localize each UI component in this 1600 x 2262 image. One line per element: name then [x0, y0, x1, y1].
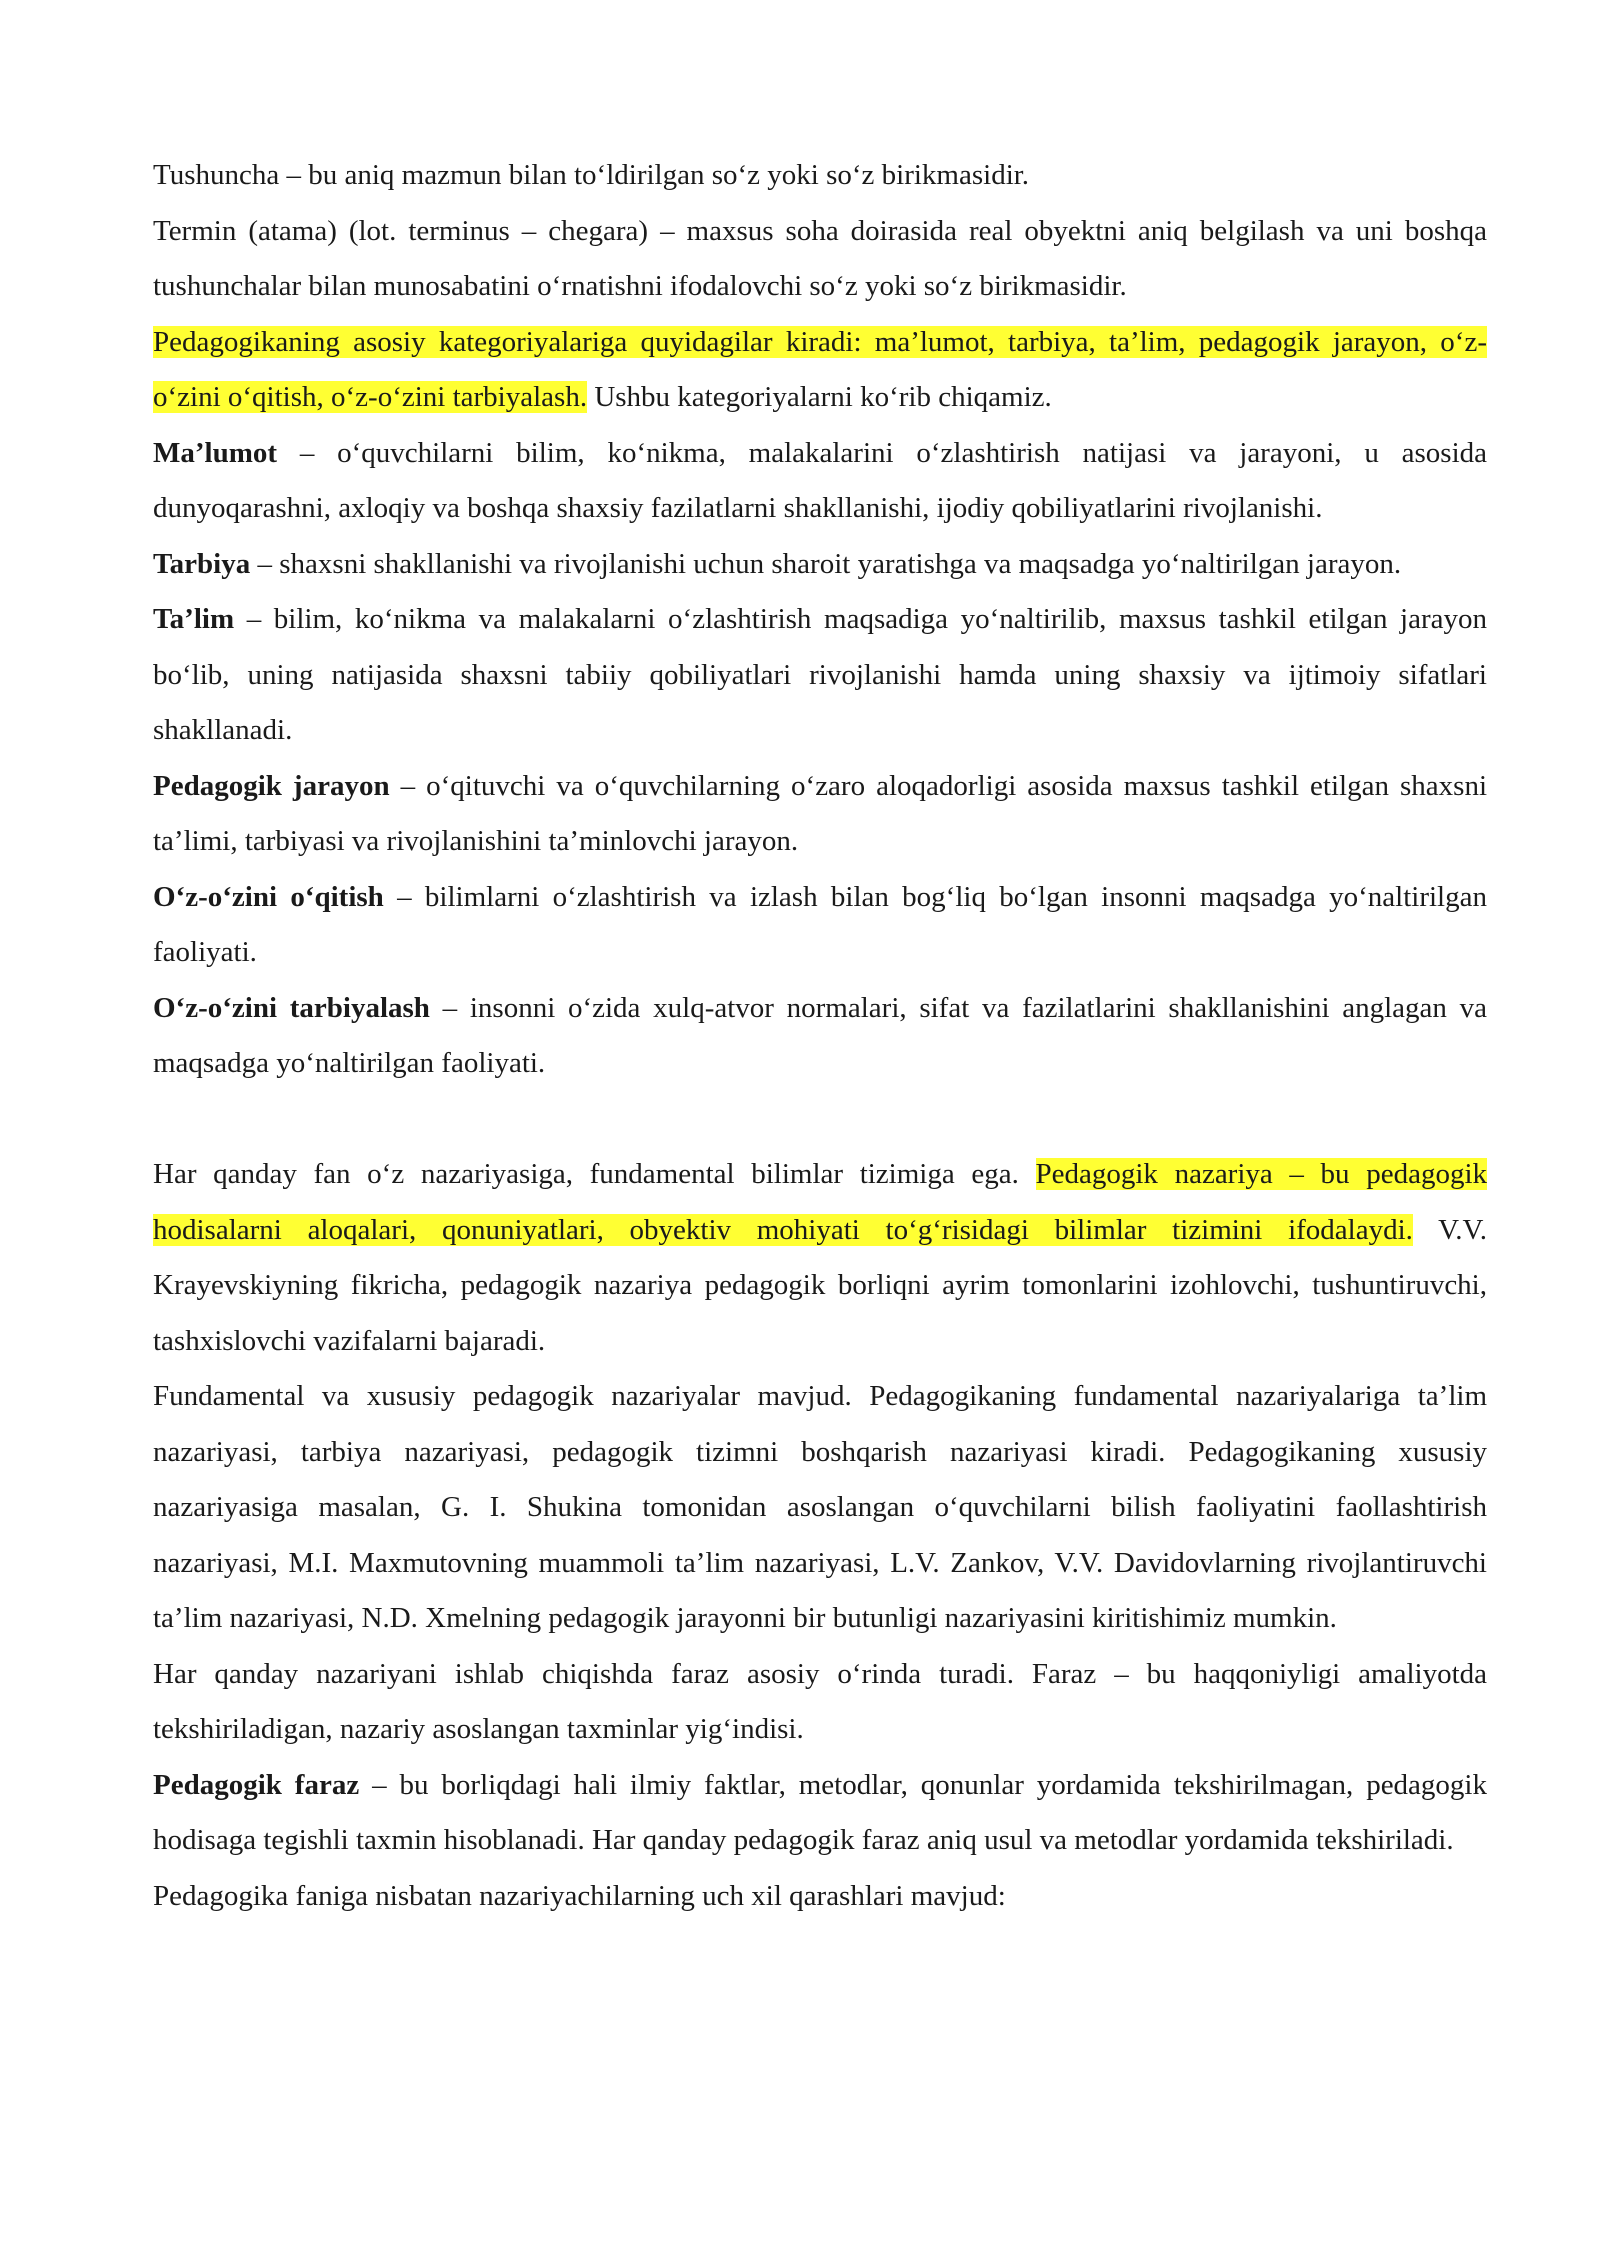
paragraph-tushuncha: [153, 148, 1487, 204]
paragraph-nazariya: [153, 1147, 1487, 1369]
paragraph-text: Ushbu kategoriyalarni ko‘rib chiqamiz.: [587, 381, 1052, 413]
paragraph-fundamental: [153, 1369, 1487, 1647]
definition-text: – insonni o‘zida xulq-atvor normalari, sifat va fazilatlarini shakllanishini anglagan va maqsadga yo‘naltirilgan faoliyati.: [153, 991, 1487, 1079]
definition-text: – shaxsni shakllanishi va rivojlanishi uchun sharoit yaratishga va maqsadga yo‘naltirilgan jarayon.: [250, 547, 1402, 580]
paragraph-qarashlar: [153, 1869, 1487, 1925]
definition-pedagogik-faraz: [153, 1758, 1487, 1869]
document-page: [153, 148, 1487, 1924]
paragraph-text: Tushuncha – bu aniq mazmun bilan to‘ldirilgan so‘z yoki so‘z birikmasidir.: [153, 159, 1030, 191]
definition-text: – bu borliqdagi hali ilmiy faktlar, metodlar, qonunlar yordamida tekshirilmagan, pedagogik hodisaga tegishli taxmin hisoblanadi. Har qanday pedagogik faraz aniq usul va metodlar yordamida tekshiriladi.: [153, 1768, 1487, 1856]
definition-text: – bilim, ko‘nikma va malakalarni o‘zlashtirish maqsadiga yo‘naltirilib, maxsus tashkil etilgan jarayon bo‘lib, uning natijasida shaxsni tabiiy qobiliyatlari rivojlanishi hamda uning shaxsiy va ijtimoiy sifatlari shakllanadi.: [153, 603, 1487, 746]
paragraph-spacer: [153, 1092, 1487, 1148]
definition-term: Pedagogik jarayon: [153, 769, 390, 802]
definition-pedagogik-jarayon: [153, 759, 1487, 870]
definition-term: Tarbiya: [153, 547, 251, 580]
paragraph-text: V.V. Krayevskiyning fikricha, pedagogik nazariya pedagogik borliqni ayrim tomonlarini izohlovchi, tushuntiruvchi, tashxislovchi vazifalarni bajaradi.: [153, 1213, 1487, 1357]
paragraph-faraz: [153, 1647, 1487, 1758]
definition-text: – o‘qituvchi va o‘quvchilarning o‘zaro aloqadorligi asosida maxsus tashkil etilgan shaxsni ta’limi, tarbiyasi va rivojlanishini ta’minlovchi jarayon.: [153, 769, 1487, 857]
paragraph-termin: [153, 204, 1487, 315]
paragraph-text: Har qanday fan o‘z nazariyasiga, fundamental bilimlar tizimiga ega.: [153, 1158, 1036, 1190]
paragraph-text: Fundamental va xususiy pedagogik nazariyalar mavjud. Pedagogikaning fundamental nazariyalariga ta’lim nazariyasi, tarbiya nazariyasi, pedagogik tizimni boshqarish nazariyasi kiradi. Pedagogikaning xususiy nazariyasiga masalan, G. I. Shukina tomonidan asoslangan o‘quvchilarni bilish faoliyatini faollashtirish nazariyasi, M.I. Maxmutovning muammoli ta’lim nazariyasi, L.V. Zankov, V.V. Davidovlarning rivojlantiruvchi ta’lim nazariyasi, N.D. Xmelning pedagogik jarayonni bir butunligi nazariyasini kiritishimiz mumkin.: [153, 1380, 1487, 1634]
definition-term: Pedagogik faraz: [153, 1768, 360, 1801]
definition-text: – o‘quvchilarni bilim, ko‘nikma, malakalarini o‘zlashtirish natijasi va jarayoni, u asosida dunyoqarashni, axloqiy va boshqa shaxsiy fazilatlarni shakllanishi, ijodiy qobiliyatlarini rivojlanishi.: [153, 436, 1487, 524]
paragraph-text: Pedagogika faniga nisbatan nazariyachilarning uch xil qarashlari mavjud:: [153, 1879, 1006, 1912]
definition-term: Ta’lim: [153, 603, 235, 635]
paragraph-text: Termin (atama) (lot. terminus – chegara) – maxsus soha doirasida real obyektni aniq belgilash va uni boshqa tushunchalar bilan munosabatini o‘rnatishni ifodalovchi so‘z yoki so‘z birikmasidir.: [153, 214, 1487, 302]
highlighted-text: Pedagogik nazariya – bu pedagogik hodisalarni aloqalari, qonuniyatlari, obyektiv mohiyati to‘g‘risidagi bilimlar tizimini ifodalaydi.: [153, 1158, 1487, 1246]
paragraph-text: Har qanday nazariyani ishlab chiqishda faraz asosiy o‘rinda turadi. Faraz – bu haqqoniyligi amaliyotda tekshiriladigan, nazariy asoslangan taxminlar yig‘indisi.: [153, 1657, 1487, 1745]
definition-term: O‘z-o‘zini o‘qitish: [153, 880, 384, 913]
highlighted-text: Pedagogikaning asosiy kategoriyalariga quyidagilar kiradi: ma’lumot, tarbiya, ta’lim, pedagogik jarayon, o‘z-o‘zini o‘qitish, o‘z-o‘zini tarbiyalash.: [153, 325, 1487, 413]
definition-malumot: [153, 426, 1487, 537]
definition-text: – bilimlarni o‘zlashtirish va izlash bilan bog‘liq bo‘lgan insonni maqsadga yo‘naltirilgan faoliyati.: [153, 880, 1487, 968]
definition-oz-ozini-oqitish: [153, 870, 1487, 981]
definition-term: O‘z-o‘zini tarbiyalash: [153, 991, 430, 1024]
definition-tarbiya: [153, 537, 1487, 593]
definition-oz-ozini-tarbiyalash: [153, 981, 1487, 1092]
definition-talim: [153, 592, 1487, 759]
definition-term: Ma’lumot: [153, 436, 278, 469]
paragraph-categories: [153, 315, 1487, 426]
